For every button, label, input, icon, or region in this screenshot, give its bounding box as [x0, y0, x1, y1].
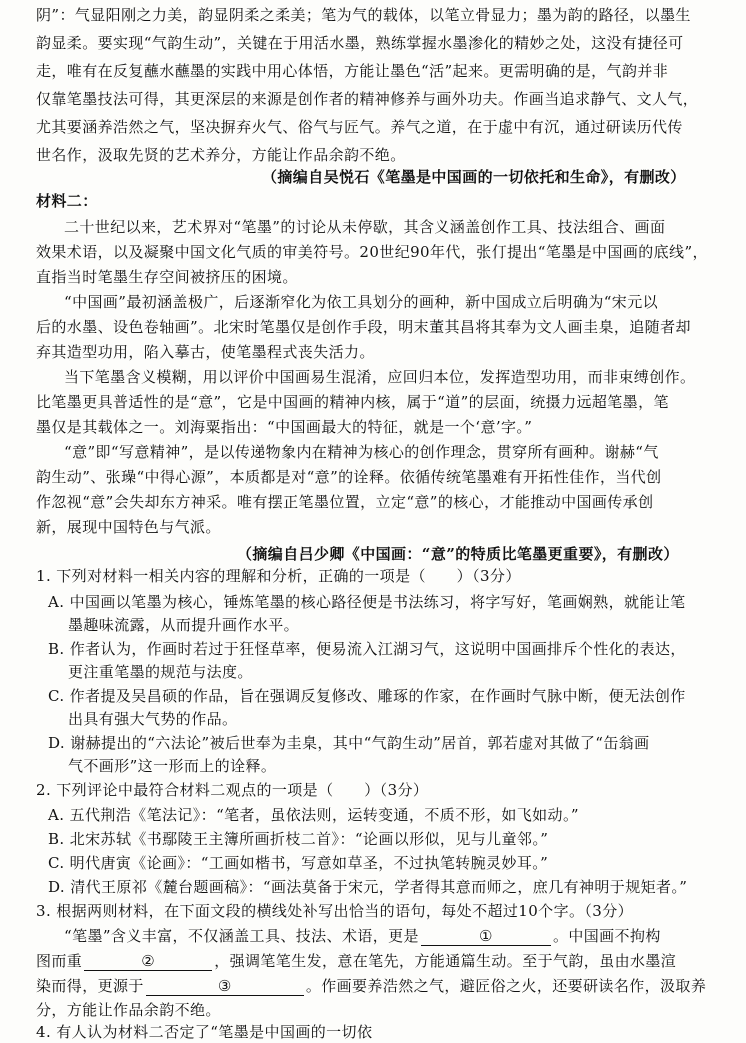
q1-option-d-cont: 气不画形”这一形而上的诠释。: [68, 757, 277, 775]
answer-blank-3[interactable]: ③: [146, 977, 304, 996]
q3-text: 染而得，更源于: [36, 977, 144, 995]
q3-text: 。中国画不拘构: [552, 927, 661, 945]
material2-line: 新，展现中国特色与气派。: [36, 518, 221, 536]
q1-option-c: C. 作者提及吴昌硕的作品，旨在强调反复修改、雕琢的作家，在作画时气脉中断，便无法创作: [48, 687, 686, 705]
material2-line: “意”即“写意精神”，是以传递物象内在精神为核心的创作理念，贯穿所有画种。谢赫“气: [64, 443, 659, 461]
q2-option-a: A. 五代荆浩《笔法记》：“笔者，虽依法则，运转变通，不质不形，如飞如动。”: [48, 806, 579, 824]
material2-line: 后的水墨、设色卷轴画”。北宋时笔墨仅是创作手段，明末董其昌将其奉为文人画圭臬，追随者却: [36, 318, 691, 336]
q1-option-b-cont: 更注重笔墨的规范与法度。: [68, 663, 253, 681]
q3-passage-line-1: [64, 925, 661, 947]
material2-source: （摘编自吕少卿《中国画：“意”的特质比笔墨更重要》，有删改）: [237, 545, 679, 563]
material2-line: “中国画”最初涵盖极广，后逐渐窄化为依工具划分的画种，新中国成立后明确为“宋元以: [64, 293, 659, 311]
answer-blank-2[interactable]: ②: [84, 952, 212, 971]
q2-option-c: C. 明代唐寅《论画》：“工画如楷书，写意如草圣，不过执笔转腕灵妙耳。”: [48, 854, 549, 872]
q3-passage-line-3: [36, 975, 706, 997]
material2-line: 作忽视“意”会失却东方神采。唯有摆正笔墨位置，立定“意”的核心，才能推动中国画传承创: [36, 493, 654, 511]
q2-option-d: D. 清代王原祁《麓台题画稿》：“画法莫备于宋元，学者得其意而师之，庶几有神明于规矩者。”: [48, 878, 688, 896]
q3-passage-line-2: [36, 950, 676, 972]
q3-text: “笔墨”含义丰富，不仅涵盖工具、技法、术语，更是: [64, 927, 419, 945]
question-3-stem: 3. 根据两则材料，在下面文段的横线处补写出恰当的语句，每处不超过10个字。（3分）: [36, 902, 634, 920]
material1-line: 仅靠笔墨技法可得，其更深层的来源是创作者的精神修养与画外功夫。作画当追求静气、文人气，: [36, 90, 699, 108]
material1-source: （摘编自吴悦石《笔墨是中国画的一切依托和生命》，有删改）: [262, 168, 686, 186]
q3-text: ，强调笔笔生发，意在笔先，方能通篇生动。至于气韵，虽由水墨渲: [214, 952, 677, 970]
material1-line: 韵显柔。要实现“气韵生动”，关键在于用活水墨，熟练掌握水墨渗化的精妙之处，这没有捷径可: [36, 34, 684, 52]
q1-option-a: A. 中国画以笔墨为核心，锤炼笔墨的核心路径便是书法练习，将字写好，笔画娴熟，就能让笔: [48, 593, 686, 611]
material2-line: 比笔墨更具普适性的是“意”，它是中国画的精神内核，属于“道”的层面，统摄力远超笔墨，笔: [36, 393, 669, 411]
answer-blank-1[interactable]: ①: [421, 927, 551, 946]
q3-text: 。作画要养浩然之气，避匠俗之火，还要研读名作，汲取养: [305, 977, 707, 995]
question-2-stem: 2. 下列评论中最符合材料二观点的一项是（ ）（3分）: [36, 781, 429, 799]
material1-line: 走，唯有在反复蘸水蘸墨的实践中用心体悟，方能让墨色“活”起来。更需明确的是，气韵并非: [36, 62, 669, 80]
material2-line: 效果术语，以及凝聚中国文化气质的审美符号。20世纪90年代，张仃提出“笔墨是中国画的底线”，: [36, 243, 708, 261]
question-1-stem: 1. 下列对材料一相关内容的理解和分析，正确的一项是（ ）（3分）: [36, 567, 521, 585]
material2-line: 弃其造型功用，陷入摹古，使笔墨程式丧失活力。: [36, 343, 375, 361]
material1-line: 尤其要涵养浩然之气，坚决摒弃火气、俗气与匠气。养气之道，在于虚中有沉，通过研读历代传: [36, 118, 683, 136]
material2-line: 韵生动”、张璪“中得心源”，本质都是对“意”的诠释。依循传统笔墨难有开拓性佳作，当代创: [36, 468, 662, 486]
material2-line: 当下笔墨含义模糊，用以评价中国画易生混淆，应回归本位，发挥造型功用，而非束缚创作。: [64, 368, 696, 386]
material2-heading: 材料二：: [36, 192, 98, 210]
q3-passage-line-4: 分，方能让作品余韵不绝。: [36, 1001, 221, 1019]
material2-line: 墨仅是其载体之一。刘海粟指出：“中国画最大的特征，就是一个‘意’字。”: [36, 418, 533, 436]
q2-option-b: B. 北宋苏轼《书鄢陵王主簿所画折枝二首》：“论画以形似，见与儿童邻。”: [48, 830, 549, 848]
q1-option-a-cont: 墨趣味流露，从而提升画作水平。: [68, 616, 300, 634]
q1-option-c-cont: 出具有强大气势的作品。: [68, 710, 238, 728]
q3-text: 图而重: [36, 952, 83, 970]
material2-line: 二十世纪以来，艺术界对“笔墨”的讨论从未停歇，其含义涵盖创作工具、技法组合、画面: [64, 218, 666, 236]
material1-line: 阴”：气显阳刚之力美，韵显阴柔之柔美；笔为气的载体，以笔立骨显力；墨为韵的路径，以墨生: [36, 6, 691, 24]
q1-option-b: B. 作者认为，作画时若过于狂怪草率，便易流入江湖习气，这说明中国画排斥个性化的表达，: [48, 640, 686, 658]
question-4-stem: 4. 有人认为材料二否定了“笔墨是中国画的一切依: [36, 1023, 373, 1041]
material1-line: 世名作，汲取先贤的艺术养分，方能让作品余韵不绝。: [36, 146, 406, 164]
q1-option-d: D. 谢赫提出的“六法论”被后世奉为圭臬，其中“气韵生动”居首，郭若虚对其做了“缶翁画: [48, 734, 650, 752]
material2-line: 直指当时笔墨生存空间被挤压的困境。: [36, 268, 298, 286]
